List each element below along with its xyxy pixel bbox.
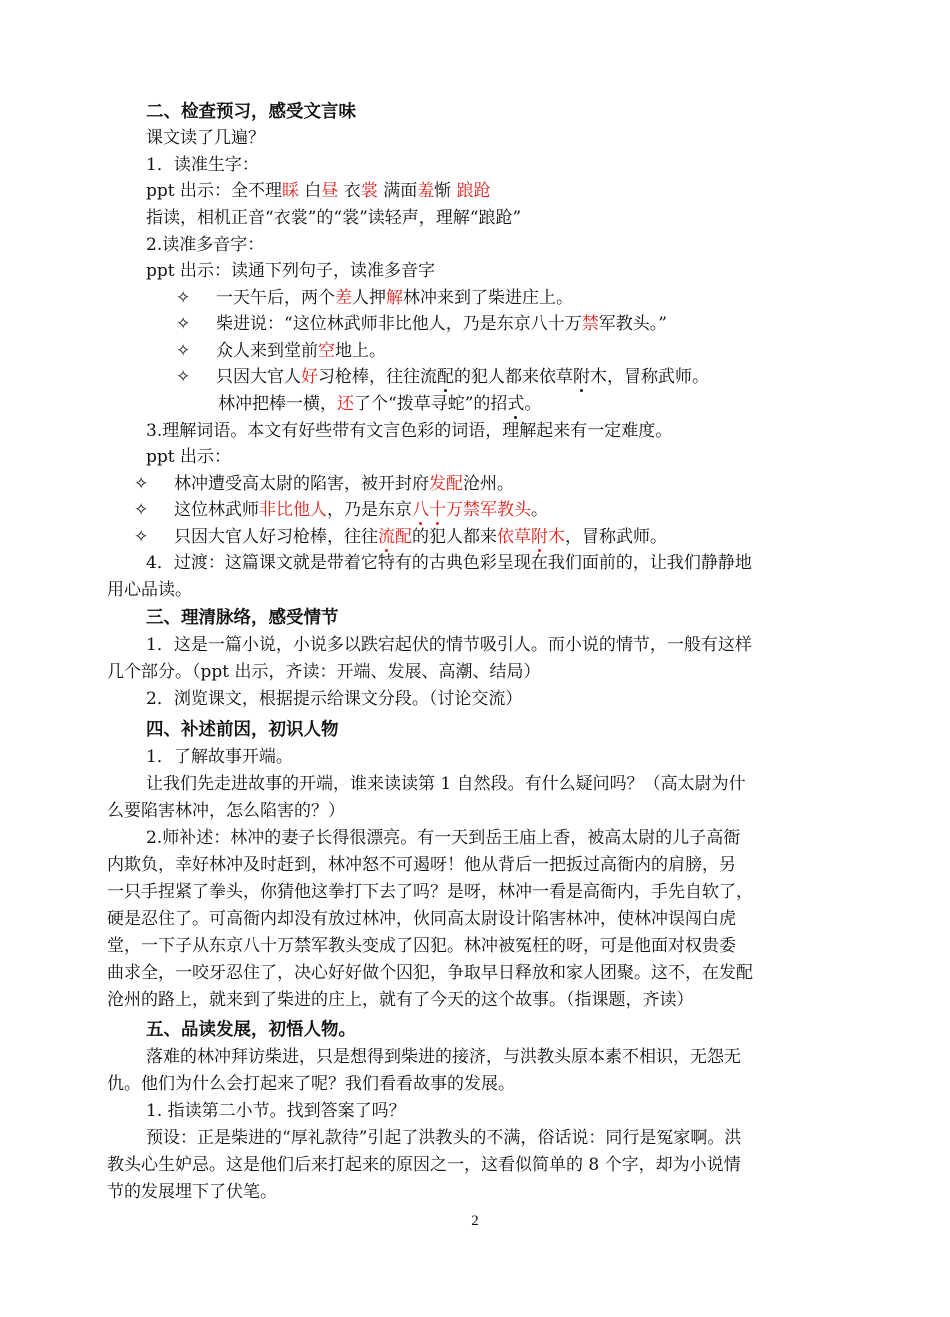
opening-item: 1．了解故事开端。 bbox=[146, 747, 293, 767]
section-heading-3: 三、理清脉络，感受情节 bbox=[146, 608, 339, 628]
section-heading-5: 五、品读发展，初悟人物。 bbox=[146, 1020, 356, 1040]
bullet-diamond-icon: ✧ bbox=[134, 474, 149, 494]
transition-para-line-2: 用心品读。 bbox=[107, 580, 192, 600]
backstory-line-7: 沧州的路上，就来到了柴进的庄上，就有了今天的这个故事。（指课题，齐读） bbox=[107, 990, 694, 1010]
ppt-new-words: ppt 出示：全不理睬 白昼 衣裳 满面羞惭 踉跄 bbox=[146, 181, 491, 201]
polyphone-sentence-5: 林冲把棒一横，还了个“拨草寻蛇”的招式。 bbox=[218, 394, 542, 414]
section-heading-4: 四、补述前因，初识人物 bbox=[146, 720, 339, 740]
item-1-title: 1．读准生字： bbox=[146, 155, 259, 175]
plot-para-line-2: 几个部分。（ppt 出示，齐读：开端、发展、高潮、结局） bbox=[107, 662, 541, 682]
polyphone-sentence-1: ✧ 一天午后，两个差人押解林冲来到了柴进庄上。 bbox=[176, 285, 856, 311]
polyphone-sentence-2: ✧ 柴进说：“这位林武师非比他人，乃是东京八十万禁军教头。” bbox=[176, 311, 856, 337]
preset-para-line-3: 节的发展埋下了伏笔。 bbox=[107, 1182, 277, 1202]
backstory-line-3: 一只手捏紧了拳头，你猜他这拳打下去了吗？是呀，林冲一看是高衙内，手先自软了， bbox=[107, 882, 753, 902]
plot-para-line-1: 1．这是一篇小说，小说多以跌宕起伏的情节吸引人。而小说的情节，一般有这样 bbox=[146, 635, 752, 655]
polyphone-sentence-3: ✧ 众人来到堂前空地上。 bbox=[176, 338, 856, 364]
backstory-line-5: 堂，一下子从东京八十万禁军教头变成了囚犯。林冲被冤枉的呀，可是他面对权贵委 bbox=[107, 936, 736, 956]
section-heading-2: 二、检查预习，感受文言味 bbox=[146, 102, 356, 122]
vocab-sentence-2: ✧ 这位林武师非比他人，乃是东京八十万禁军教头。 bbox=[134, 497, 856, 523]
development-para-line-1: 落难的林冲拜访柴进，只是想得到柴进的接济，与洪教头原本素不相识，无怨无 bbox=[146, 1047, 741, 1067]
polyphone-sentence-4: ✧ 只因大官人好习枪棒，往往流配的犯人都来依草附木，冒称武师。 bbox=[176, 364, 856, 390]
reading-task: 1. 指读第二小节。找到答案了吗？ bbox=[146, 1101, 406, 1121]
opening-para-line-1: 让我们先走进故事的开端，谁来读读第 1 自然段。有什么疑问吗？（高太尉为什 bbox=[146, 774, 746, 794]
pronunciation-note: 指读，相机正音“衣裳”的“裳”读轻声，理解“踉跄” bbox=[146, 208, 522, 228]
transition-para-line-1: 4．过渡：这篇课文就是带着它特有的古典色彩呈现在我们面前的，让我们静静地 bbox=[146, 553, 752, 573]
vocab-sentence-1: ✧ 林冲遭受高太尉的陷害，被开封府发配沧州。 bbox=[134, 471, 856, 497]
browse-para: 2．浏览课文，根据提示给课文分段。（讨论交流） bbox=[146, 689, 523, 709]
backstory-line-6: 曲求全，一咬牙忍住了，决心好好做个囚犯，争取早日释放和家人团聚。这不，在发配 bbox=[107, 963, 753, 983]
bullet-diamond-icon: ✧ bbox=[176, 314, 191, 334]
backstory-line-4: 硬是忍住了。可高衙内却没有放过林冲，伙同高太尉设计陷害林冲，使林冲误闯白虎 bbox=[107, 909, 736, 929]
backstory-line-1: 2.师补述：林冲的妻子长得很漂亮。有一天到岳王庙上香，被高太尉的儿子高衙 bbox=[146, 828, 741, 848]
bullet-diamond-icon: ✧ bbox=[176, 341, 191, 361]
backstory-line-2: 内欺负，幸好林冲及时赶到，林冲怒不可遏呀！他从背后一把扳过高衙内的肩膀，另 bbox=[107, 855, 736, 875]
bullet-diamond-icon: ✧ bbox=[176, 288, 191, 308]
opening-para-line-2: 么要陷害林冲，怎么陷害的？） bbox=[107, 801, 345, 821]
item-2-title: 2.读准多音字： bbox=[146, 235, 265, 255]
bullet-diamond-icon: ✧ bbox=[176, 367, 191, 387]
item-3-title: 3.理解词语。本文有好些带有文言色彩的词语，理解起来有一定难度。 bbox=[146, 421, 673, 441]
bullet-diamond-icon: ✧ bbox=[134, 500, 149, 520]
page-number: 2 bbox=[471, 1213, 479, 1229]
preset-para-line-1: 预设：正是柴进的“厚礼款待”引起了洪教头的不满，俗话说：同行是冤家啊。洪 bbox=[146, 1128, 742, 1148]
bullet-diamond-icon: ✧ bbox=[134, 527, 149, 547]
development-para-line-2: 仇。他们为什么会打起来了呢？我们看看故事的发展。 bbox=[107, 1074, 515, 1094]
question-line: 课文读了几遍？ bbox=[146, 128, 265, 148]
ppt-polyphone-intro: ppt 出示：读通下列句子，读准多音字 bbox=[146, 261, 435, 281]
preset-para-line-2: 教头心生妒忌。这是他们后来打起来的原因之一，这看似简单的 8 个字，却为小说情 bbox=[107, 1155, 741, 1175]
vocab-sentence-3: ✧ 只因大官人好习枪棒，往往流配的犯人都来依草附木，冒称武师。 bbox=[134, 524, 856, 550]
ppt-label: ppt 出示： bbox=[146, 447, 231, 467]
